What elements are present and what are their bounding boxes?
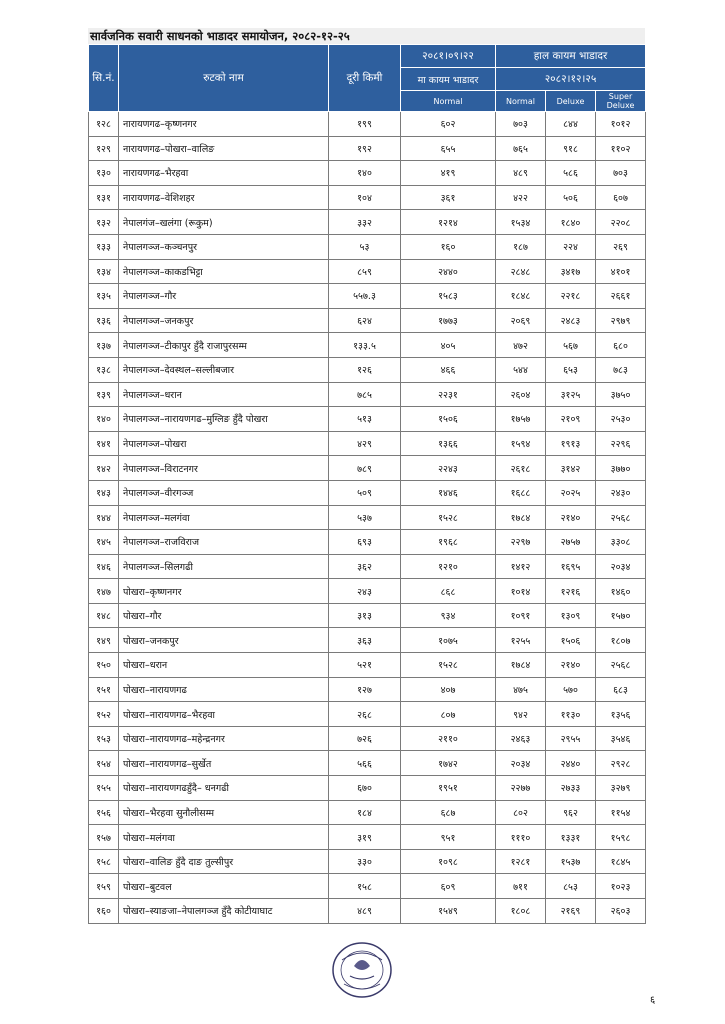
- row-fare-super-deluxe: ४१०१: [596, 259, 646, 284]
- row-fare-deluxe: १३३१: [546, 825, 596, 850]
- row-distance: ३६२: [329, 554, 401, 579]
- row-fare-old-normal: १५२८: [401, 653, 496, 678]
- row-fare-old-normal: ४०७: [401, 677, 496, 702]
- row-fare-old-normal: १३६६: [401, 431, 496, 456]
- table-row: [89, 726, 646, 751]
- row-sn: १४०: [89, 407, 119, 432]
- row-route-name: पोखरा–स्याङजा–नेपालगञ्ज हुँदै कोटीयाघाट: [119, 899, 329, 924]
- table-row: [89, 456, 646, 481]
- row-route-name: नेपालगञ्ज–वीरगञ्ज: [119, 480, 329, 505]
- row-fare-old-normal: १५०६: [401, 407, 496, 432]
- row-fare-old-normal: २४४०: [401, 259, 496, 284]
- row-fare-deluxe: ११३०: [546, 702, 596, 727]
- row-distance: ३१९: [329, 825, 401, 850]
- row-fare-super-deluxe: ७८३: [596, 357, 646, 382]
- row-fare-super-deluxe: ३७५०: [596, 382, 646, 407]
- row-fare-super-deluxe: २४३०: [596, 480, 646, 505]
- row-fare-deluxe: ५८६: [546, 161, 596, 186]
- row-fare-deluxe: २४८३: [546, 308, 596, 333]
- row-fare-super-deluxe: १८४५: [596, 849, 646, 874]
- row-fare-normal: १७८४: [496, 505, 546, 530]
- row-route-name: पोखरा–मलंगवा: [119, 825, 329, 850]
- row-distance: ५२१: [329, 653, 401, 678]
- row-sn: १३२: [89, 210, 119, 235]
- row-fare-super-deluxe: २५६८: [596, 505, 646, 530]
- row-fare-normal: ४७२: [496, 333, 546, 358]
- row-sn: १२८: [89, 112, 119, 137]
- row-fare-normal: १४१२: [496, 554, 546, 579]
- table-row: [89, 382, 646, 407]
- row-fare-normal: २०३४: [496, 751, 546, 776]
- row-route-name: नारायणगढ–कृष्णनगर: [119, 112, 329, 137]
- row-sn: १४८: [89, 603, 119, 628]
- row-route-name: नेपालगञ्ज–देवस्थल–सल्लीबजार: [119, 357, 329, 382]
- table-row: [89, 530, 646, 555]
- row-distance: ३१३: [329, 603, 401, 628]
- row-fare-normal: १८०८: [496, 899, 546, 924]
- row-sn: १२९: [89, 136, 119, 161]
- row-route-name: पोखरा–भैरहवा सुनौलीसम्म: [119, 800, 329, 825]
- row-sn: १५४: [89, 751, 119, 776]
- row-fare-normal: २२७७: [496, 776, 546, 801]
- row-fare-normal: ५४४: [496, 357, 546, 382]
- table-row: [89, 677, 646, 702]
- row-route-name: नेपालगञ्ज–कञ्चनपुर: [119, 234, 329, 259]
- row-fare-super-deluxe: २९७९: [596, 308, 646, 333]
- row-fare-normal: १०९१: [496, 603, 546, 628]
- page-title: सार्वजनिक सवारी साधनको भाडादर समायोजन, २०८२-१२-२५: [88, 28, 645, 44]
- row-route-name: नेपालगञ्ज–धरान: [119, 382, 329, 407]
- row-fare-deluxe: २७५७: [546, 530, 596, 555]
- row-fare-normal: ९४२: [496, 702, 546, 727]
- row-fare-super-deluxe: १५९८: [596, 825, 646, 850]
- row-fare-super-deluxe: ६८०: [596, 333, 646, 358]
- row-fare-deluxe: ८४४: [546, 112, 596, 137]
- row-fare-super-deluxe: १०१२: [596, 112, 646, 137]
- row-distance: ५३७: [329, 505, 401, 530]
- row-route-name: पोखरा–वालिङ हुँदै दाङ तुल्सीपुर: [119, 849, 329, 874]
- row-fare-normal: १७५७: [496, 407, 546, 432]
- row-fare-old-normal: ६८७: [401, 800, 496, 825]
- table-row: [89, 899, 646, 924]
- row-route-name: पोखरा–गौर: [119, 603, 329, 628]
- table-row: [89, 480, 646, 505]
- row-route-name: नेपालगञ्ज–पोखरा: [119, 431, 329, 456]
- row-fare-deluxe: ८५३: [546, 874, 596, 899]
- row-fare-old-normal: २२४३: [401, 456, 496, 481]
- row-fare-normal: ७६५: [496, 136, 546, 161]
- row-fare-normal: १२५५: [496, 628, 546, 653]
- row-fare-super-deluxe: २५३०: [596, 407, 646, 432]
- row-distance: १२७: [329, 677, 401, 702]
- row-route-name: पोखरा–नारायणगढ–सुर्खेत: [119, 751, 329, 776]
- row-sn: १३४: [89, 259, 119, 284]
- row-fare-normal: २८४८: [496, 259, 546, 284]
- office-seal-stamp: [330, 940, 394, 1000]
- row-sn: १४६: [89, 554, 119, 579]
- table-row: [89, 161, 646, 186]
- row-sn: १३१: [89, 185, 119, 210]
- row-route-name: नेपालगञ्ज–मलगंवा: [119, 505, 329, 530]
- row-fare-old-normal: ६०२: [401, 112, 496, 137]
- row-fare-super-deluxe: २२९६: [596, 431, 646, 456]
- row-fare-normal: २०६९: [496, 308, 546, 333]
- row-fare-old-normal: १५२८: [401, 505, 496, 530]
- row-fare-old-normal: ९५१: [401, 825, 496, 850]
- row-route-name: पोखरा–धरान: [119, 653, 329, 678]
- row-distance: १०४: [329, 185, 401, 210]
- table-row: [89, 874, 646, 899]
- row-fare-old-normal: १९५१: [401, 776, 496, 801]
- row-sn: १५९: [89, 874, 119, 899]
- row-sn: १५१: [89, 677, 119, 702]
- row-distance: १९२: [329, 136, 401, 161]
- row-fare-old-normal: १४४६: [401, 480, 496, 505]
- row-sn: १३६: [89, 308, 119, 333]
- row-route-name: नेपालगञ्ज–नारायणगढ–मुग्लिङ हुँदै पोखरा: [119, 407, 329, 432]
- header-current-date: २०८२।१२।२५: [496, 68, 646, 91]
- row-distance: १८४: [329, 800, 401, 825]
- table-row: [89, 234, 646, 259]
- row-sn: १४३: [89, 480, 119, 505]
- row-sn: १५२: [89, 702, 119, 727]
- header-normal-old: Normal: [401, 91, 496, 112]
- row-fare-old-normal: १७४२: [401, 751, 496, 776]
- table-row: [89, 259, 646, 284]
- row-route-name: पोखरा–कृष्णनगर: [119, 579, 329, 604]
- table-row: [89, 751, 646, 776]
- row-fare-deluxe: ३४१७: [546, 259, 596, 284]
- table-row: [89, 554, 646, 579]
- row-route-name: पोखरा–नारायणगढहुँदै– धनगढी: [119, 776, 329, 801]
- row-sn: १४४: [89, 505, 119, 530]
- row-fare-old-normal: १०९८: [401, 849, 496, 874]
- row-fare-normal: १७८४: [496, 653, 546, 678]
- row-fare-normal: ४२२: [496, 185, 546, 210]
- row-fare-old-normal: ४६६: [401, 357, 496, 382]
- row-fare-deluxe: १८४०: [546, 210, 596, 235]
- row-distance: ७२६: [329, 726, 401, 751]
- header-normal: Normal: [496, 91, 546, 112]
- row-fare-old-normal: १९६८: [401, 530, 496, 555]
- row-sn: १४१: [89, 431, 119, 456]
- row-route-name: पोखरा–बुटवल: [119, 874, 329, 899]
- row-route-name: नारायणगढ–भैरहवा: [119, 161, 329, 186]
- row-fare-deluxe: ६५३: [546, 357, 596, 382]
- row-fare-old-normal: १२१०: [401, 554, 496, 579]
- row-fare-old-normal: ३६१: [401, 185, 496, 210]
- row-route-name: पोखरा–नारायणगढ–भैरहवा: [119, 702, 329, 727]
- row-distance: १३३.५: [329, 333, 401, 358]
- row-fare-deluxe: १५०६: [546, 628, 596, 653]
- row-fare-deluxe: २७३३: [546, 776, 596, 801]
- row-fare-deluxe: २१४०: [546, 505, 596, 530]
- row-route-name: नेपालगञ्ज–काकडभिट्टा: [119, 259, 329, 284]
- table-row: [89, 407, 646, 432]
- table-row: [89, 825, 646, 850]
- row-sn: १३०: [89, 161, 119, 186]
- header-route-name: रुटको नाम: [119, 45, 329, 112]
- header-super-deluxe: Super Deluxe: [596, 91, 646, 112]
- table-row: [89, 603, 646, 628]
- header-sn: सि.नं.: [89, 45, 119, 112]
- row-fare-old-normal: २२३१: [401, 382, 496, 407]
- row-distance: १९९: [329, 112, 401, 137]
- table-row: [89, 702, 646, 727]
- row-fare-deluxe: ३१४२: [546, 456, 596, 481]
- row-fare-old-normal: ८०७: [401, 702, 496, 727]
- table-row: [89, 357, 646, 382]
- row-route-name: नेपालगञ्ज–गौर: [119, 284, 329, 309]
- row-fare-normal: १६८८: [496, 480, 546, 505]
- row-fare-super-deluxe: ११०२: [596, 136, 646, 161]
- table-row: [89, 185, 646, 210]
- row-distance: ६९३: [329, 530, 401, 555]
- row-distance: ६७०: [329, 776, 401, 801]
- row-sn: १५५: [89, 776, 119, 801]
- row-fare-old-normal: १६०: [401, 234, 496, 259]
- row-fare-deluxe: २१४०: [546, 653, 596, 678]
- fare-table-body: [89, 112, 646, 924]
- row-fare-normal: २२९७: [496, 530, 546, 555]
- row-fare-deluxe: २०२५: [546, 480, 596, 505]
- row-fare-old-normal: १७७३: [401, 308, 496, 333]
- row-fare-old-normal: १०७५: [401, 628, 496, 653]
- row-fare-deluxe: ३१२५: [546, 382, 596, 407]
- row-fare-super-deluxe: २६६१: [596, 284, 646, 309]
- row-fare-deluxe: ९६२: [546, 800, 596, 825]
- row-route-name: नारायणगढ–वेशिशहर: [119, 185, 329, 210]
- row-sn: १४२: [89, 456, 119, 481]
- row-fare-deluxe: २२४: [546, 234, 596, 259]
- row-fare-old-normal: ६५५: [401, 136, 496, 161]
- row-sn: १३५: [89, 284, 119, 309]
- table-row: [89, 628, 646, 653]
- table-row: [89, 333, 646, 358]
- row-route-name: नेपालगञ्ज–टीकापुर हुँदै राजापुरसम्म: [119, 333, 329, 358]
- row-fare-normal: १५९४: [496, 431, 546, 456]
- row-distance: १५८: [329, 874, 401, 899]
- row-distance: ३३०: [329, 849, 401, 874]
- row-fare-normal: १११०: [496, 825, 546, 850]
- page-number: ६: [650, 995, 656, 1006]
- row-fare-deluxe: ५६७: [546, 333, 596, 358]
- table-row: [89, 136, 646, 161]
- row-sn: १३९: [89, 382, 119, 407]
- row-route-name: नेपालगञ्ज–सिलगढी: [119, 554, 329, 579]
- fare-table: [88, 44, 646, 924]
- row-fare-super-deluxe: ३७७०: [596, 456, 646, 481]
- row-distance: ३३२: [329, 210, 401, 235]
- row-sn: १६०: [89, 899, 119, 924]
- row-sn: १३८: [89, 357, 119, 382]
- row-fare-deluxe: २१०९: [546, 407, 596, 432]
- row-fare-super-deluxe: ६०७: [596, 185, 646, 210]
- row-fare-super-deluxe: ३५४६: [596, 726, 646, 751]
- row-fare-deluxe: १३०९: [546, 603, 596, 628]
- row-fare-old-normal: १५८३: [401, 284, 496, 309]
- row-route-name: नेपालगञ्ज–विराटनगर: [119, 456, 329, 481]
- row-sn: १४७: [89, 579, 119, 604]
- row-fare-deluxe: २९५५: [546, 726, 596, 751]
- row-fare-super-deluxe: ११५४: [596, 800, 646, 825]
- row-route-name: नेपालगञ्ज–जनकपुर: [119, 308, 329, 333]
- row-fare-super-deluxe: १३५६: [596, 702, 646, 727]
- table-row: [89, 431, 646, 456]
- table-row: [89, 210, 646, 235]
- row-route-name: नेपालगञ्ज–राजविराज: [119, 530, 329, 555]
- table-row: [89, 308, 646, 333]
- table-row: [89, 800, 646, 825]
- row-sn: १४९: [89, 628, 119, 653]
- row-distance: २४३: [329, 579, 401, 604]
- header-old-fare: मा कायम भाडादर: [401, 68, 496, 91]
- row-distance: ५५७.३: [329, 284, 401, 309]
- row-sn: १५०: [89, 653, 119, 678]
- header-current-fare: हाल कायम भाडादर: [496, 45, 646, 68]
- row-fare-deluxe: २१६९: [546, 899, 596, 924]
- table-row: [89, 579, 646, 604]
- row-fare-super-deluxe: १५७०: [596, 603, 646, 628]
- row-sn: १३७: [89, 333, 119, 358]
- row-sn: १४५: [89, 530, 119, 555]
- table-row: [89, 112, 646, 137]
- row-sn: १५८: [89, 849, 119, 874]
- row-distance: ३६३: [329, 628, 401, 653]
- row-fare-old-normal: ४०५: [401, 333, 496, 358]
- row-route-name: पोखरा–नारायणगढ–महेन्द्रनगर: [119, 726, 329, 751]
- row-route-name: पोखरा–नारायणगढ: [119, 677, 329, 702]
- row-route-name: पोखरा–जनकपुर: [119, 628, 329, 653]
- row-fare-deluxe: २४४०: [546, 751, 596, 776]
- table-row: [89, 505, 646, 530]
- row-fare-super-deluxe: १४६०: [596, 579, 646, 604]
- row-fare-deluxe: २२१८: [546, 284, 596, 309]
- row-fare-deluxe: ५०६: [546, 185, 596, 210]
- table-row: [89, 776, 646, 801]
- row-distance: ६२४: [329, 308, 401, 333]
- row-fare-old-normal: ८६८: [401, 579, 496, 604]
- row-fare-old-normal: ४१९: [401, 161, 496, 186]
- row-route-name: नेपालगंज–खलंगा (रूकुम): [119, 210, 329, 235]
- row-fare-deluxe: ९१८: [546, 136, 596, 161]
- row-fare-super-deluxe: ३३०८: [596, 530, 646, 555]
- row-fare-normal: २६०४: [496, 382, 546, 407]
- row-distance: ८५९: [329, 259, 401, 284]
- row-fare-normal: ७०३: [496, 112, 546, 137]
- header-distance: दूरी किमी: [329, 45, 401, 112]
- row-distance: ४२९: [329, 431, 401, 456]
- header-old-date: २०८१।०९।२२: [401, 45, 496, 68]
- row-fare-deluxe: १६९५: [546, 554, 596, 579]
- row-distance: १४०: [329, 161, 401, 186]
- table-row: [89, 284, 646, 309]
- row-distance: २६८: [329, 702, 401, 727]
- row-sn: १५३: [89, 726, 119, 751]
- row-fare-normal: ८०२: [496, 800, 546, 825]
- row-fare-normal: १८४८: [496, 284, 546, 309]
- row-fare-super-deluxe: २५६८: [596, 653, 646, 678]
- row-fare-super-deluxe: २२०८: [596, 210, 646, 235]
- header-deluxe: Deluxe: [546, 91, 596, 112]
- row-fare-normal: १८७: [496, 234, 546, 259]
- table-row: [89, 653, 646, 678]
- row-fare-super-deluxe: २६९: [596, 234, 646, 259]
- row-fare-super-deluxe: ७०३: [596, 161, 646, 186]
- row-fare-super-deluxe: २९२८: [596, 751, 646, 776]
- row-fare-normal: २६१८: [496, 456, 546, 481]
- row-fare-old-normal: ९३४: [401, 603, 496, 628]
- row-fare-old-normal: १२१४: [401, 210, 496, 235]
- row-fare-normal: ७११: [496, 874, 546, 899]
- row-fare-old-normal: १५४९: [401, 899, 496, 924]
- row-fare-super-deluxe: ६८३: [596, 677, 646, 702]
- row-fare-normal: १५३४: [496, 210, 546, 235]
- row-fare-old-normal: २११०: [401, 726, 496, 751]
- row-distance: ७८५: [329, 382, 401, 407]
- row-fare-deluxe: १५३७: [546, 849, 596, 874]
- row-sn: १५७: [89, 825, 119, 850]
- row-fare-old-normal: ६०९: [401, 874, 496, 899]
- row-fare-normal: ४८९: [496, 161, 546, 186]
- row-fare-super-deluxe: २६०३: [596, 899, 646, 924]
- row-fare-super-deluxe: १०२३: [596, 874, 646, 899]
- row-fare-normal: २४६३: [496, 726, 546, 751]
- row-fare-super-deluxe: २०३४: [596, 554, 646, 579]
- row-fare-deluxe: ५७०: [546, 677, 596, 702]
- row-distance: ५६६: [329, 751, 401, 776]
- row-fare-normal: ४७५: [496, 677, 546, 702]
- row-fare-super-deluxe: ३२७९: [596, 776, 646, 801]
- row-sn: १३३: [89, 234, 119, 259]
- table-row: [89, 849, 646, 874]
- row-fare-deluxe: १२१६: [546, 579, 596, 604]
- row-fare-normal: १२८१: [496, 849, 546, 874]
- row-fare-super-deluxe: १८०७: [596, 628, 646, 653]
- row-sn: १५६: [89, 800, 119, 825]
- row-route-name: नारायणगढ–पोखरा–वालिङ: [119, 136, 329, 161]
- row-fare-deluxe: १९१३: [546, 431, 596, 456]
- row-distance: ७८९: [329, 456, 401, 481]
- row-distance: ५१३: [329, 407, 401, 432]
- row-distance: ४८९: [329, 899, 401, 924]
- row-distance: ५०९: [329, 480, 401, 505]
- row-fare-normal: १०१४: [496, 579, 546, 604]
- row-distance: १२६: [329, 357, 401, 382]
- row-distance: ५३: [329, 234, 401, 259]
